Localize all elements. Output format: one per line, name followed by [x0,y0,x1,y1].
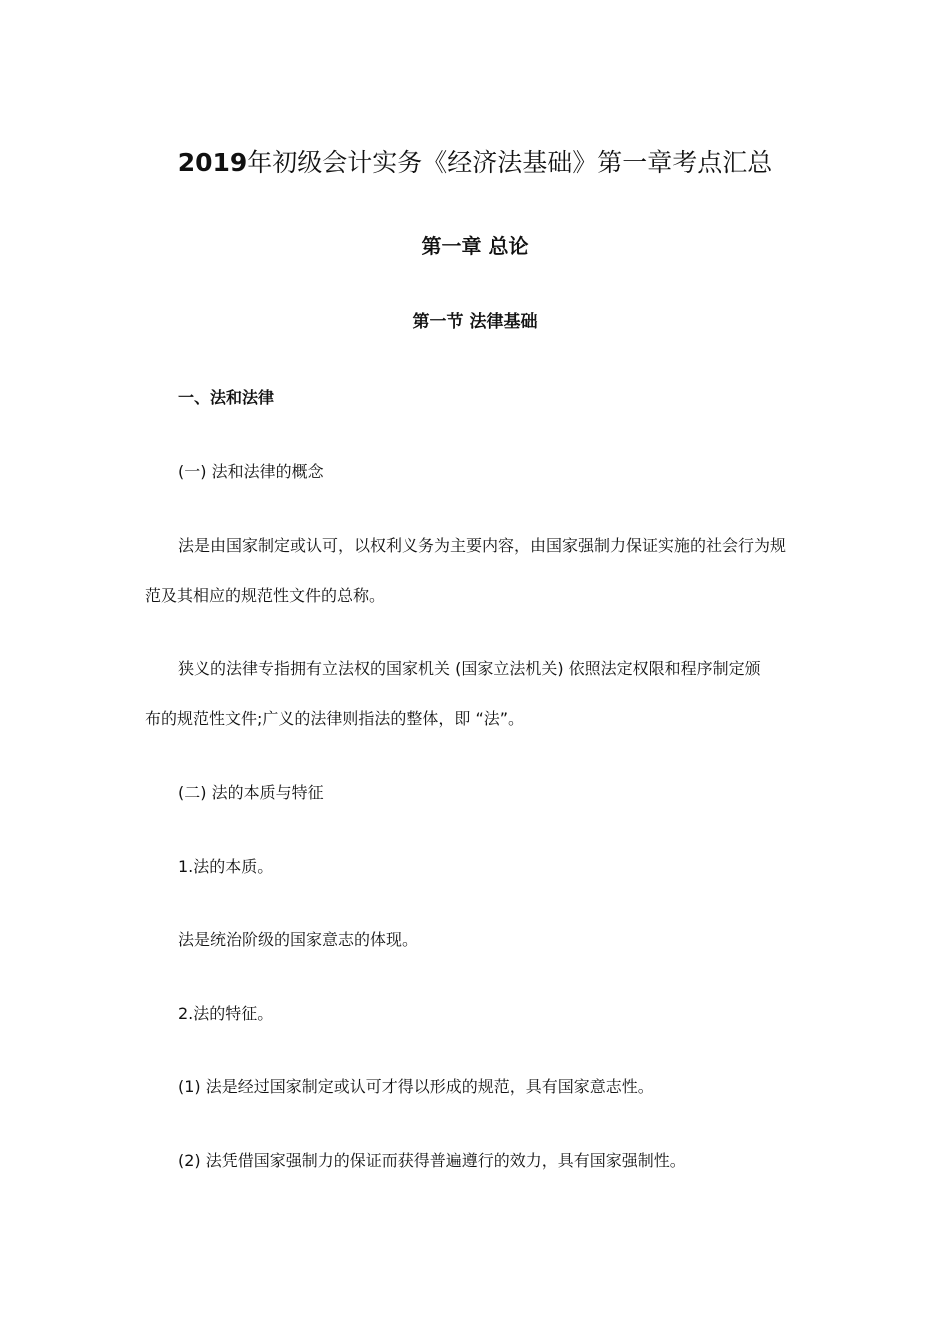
subheading-concept: (一) 法和法律的概念 [178,462,324,481]
heading-level-1: 一、法和法律 [178,388,275,407]
paragraph-line: 狭义的法律专指拥有立法权的国家机关 (国家立法机关) 依照法定权限和程序制定颁 [178,659,761,678]
feature-point: (2) 法凭借国家强制力的保证而获得普遍遵行的效力，具有国家强制性。 [178,1151,686,1170]
document-title [0,150,950,175]
paragraph-line: 布的规范性文件;广义的法律则指法的整体，即 “法”。 [145,709,525,728]
section-heading: 第一节 法律基础 [412,312,538,332]
subheading-nature: (二) 法的本质与特征 [178,783,324,802]
list-item-nature: 1.法的本质。 [178,857,274,876]
paragraph-line: 法是统治阶级的国家意志的体现。 [178,930,419,949]
title-text: 年初级会计实务《经济法基础》第一章考点汇总 [247,148,773,177]
feature-point: (1) 法是经过国家制定或认可才得以形成的规范，具有国家意志性。 [178,1077,654,1096]
title-year: 2019 [177,148,248,177]
paragraph-line: 法是由国家制定或认可，以权利义务为主要内容，由国家强制力保证实施的社会行为规 [178,536,787,555]
chapter-heading: 第一章 总论 [421,234,529,258]
list-item-features: 2.法的特征。 [178,1004,274,1023]
paragraph-line: 范及其相应的规范性文件的总称。 [145,586,386,605]
